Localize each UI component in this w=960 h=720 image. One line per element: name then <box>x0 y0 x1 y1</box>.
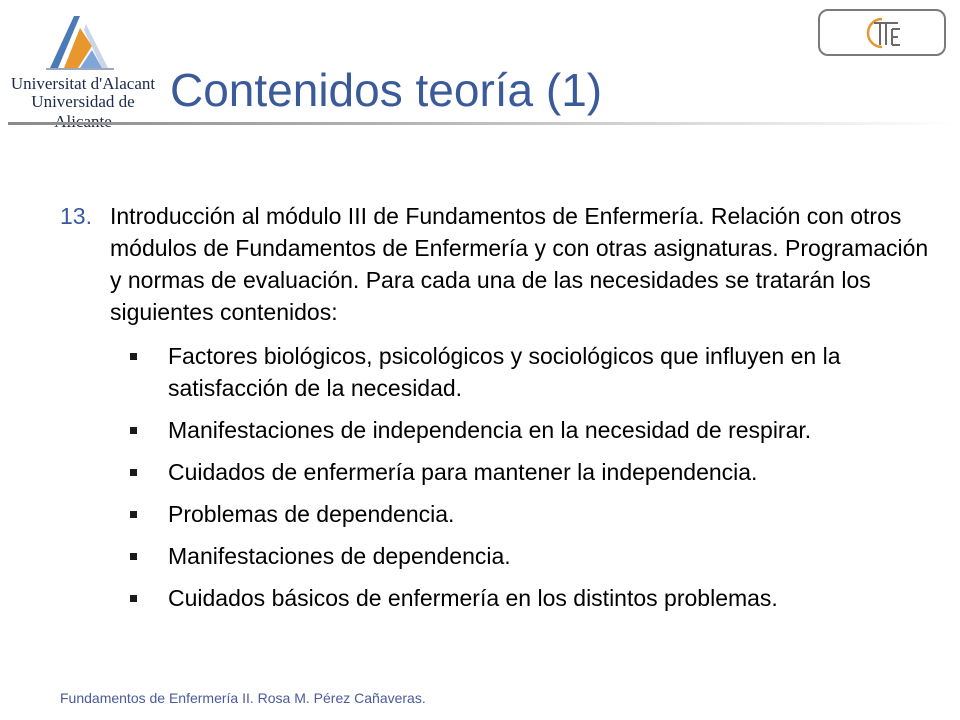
list-item <box>110 540 940 572</box>
square-bullet-icon <box>130 469 137 476</box>
list-item-text: Factores biológicos, psicológicos y sociológicos que influyen en la satisfacción de la necesidad. <box>168 343 841 401</box>
gite-badge <box>818 9 946 56</box>
list-item-text: Manifestaciones de dependencia. <box>168 543 511 569</box>
list-item <box>110 456 940 488</box>
list-item <box>110 498 940 530</box>
list-item-text: Manifestaciones de independencia en la necesidad de respirar. <box>168 417 812 443</box>
list-item <box>110 340 940 404</box>
item-text: Introducción al módulo III de Fundamentos de Enfermería. Relación con otros módulos de Fundamentos de Enfermería y con otras asignaturas. Programación y normas de evaluación. Para cada una de las necesidades se tratarán los siguientes contenidos: <box>110 203 929 325</box>
subitem-list <box>60 340 940 614</box>
gite-logo-icon <box>862 15 906 51</box>
title-divider <box>8 122 958 125</box>
square-bullet-icon <box>130 553 137 560</box>
university-alicante-logo-icon <box>44 10 116 72</box>
list-item-text: Cuidados de enfermería para mantener la independencia. <box>168 459 758 485</box>
university-name-valencian: Universitat d'Alacant <box>10 74 156 93</box>
numbered-item <box>60 200 940 328</box>
list-item <box>110 582 940 614</box>
list-item-text: Cuidados básicos de enfermería en los distintos problemas. <box>168 585 778 611</box>
square-bullet-icon <box>130 427 137 434</box>
item-number: 13. <box>60 203 92 229</box>
university-name-spanish: Universidad de <box>31 92 135 111</box>
list-item <box>110 414 940 446</box>
slide-title: Contenidos teoría (1) <box>170 64 603 116</box>
square-bullet-icon <box>130 511 137 518</box>
list-item-text: Problemas de dependencia. <box>168 501 455 527</box>
square-bullet-icon <box>130 595 137 602</box>
slide-content <box>60 200 940 624</box>
square-bullet-icon <box>130 353 137 360</box>
university-logo <box>6 6 156 114</box>
slide-footer: Fundamentos de Enfermería II. Rosa M. Pérez Cañaveras. <box>60 690 426 706</box>
